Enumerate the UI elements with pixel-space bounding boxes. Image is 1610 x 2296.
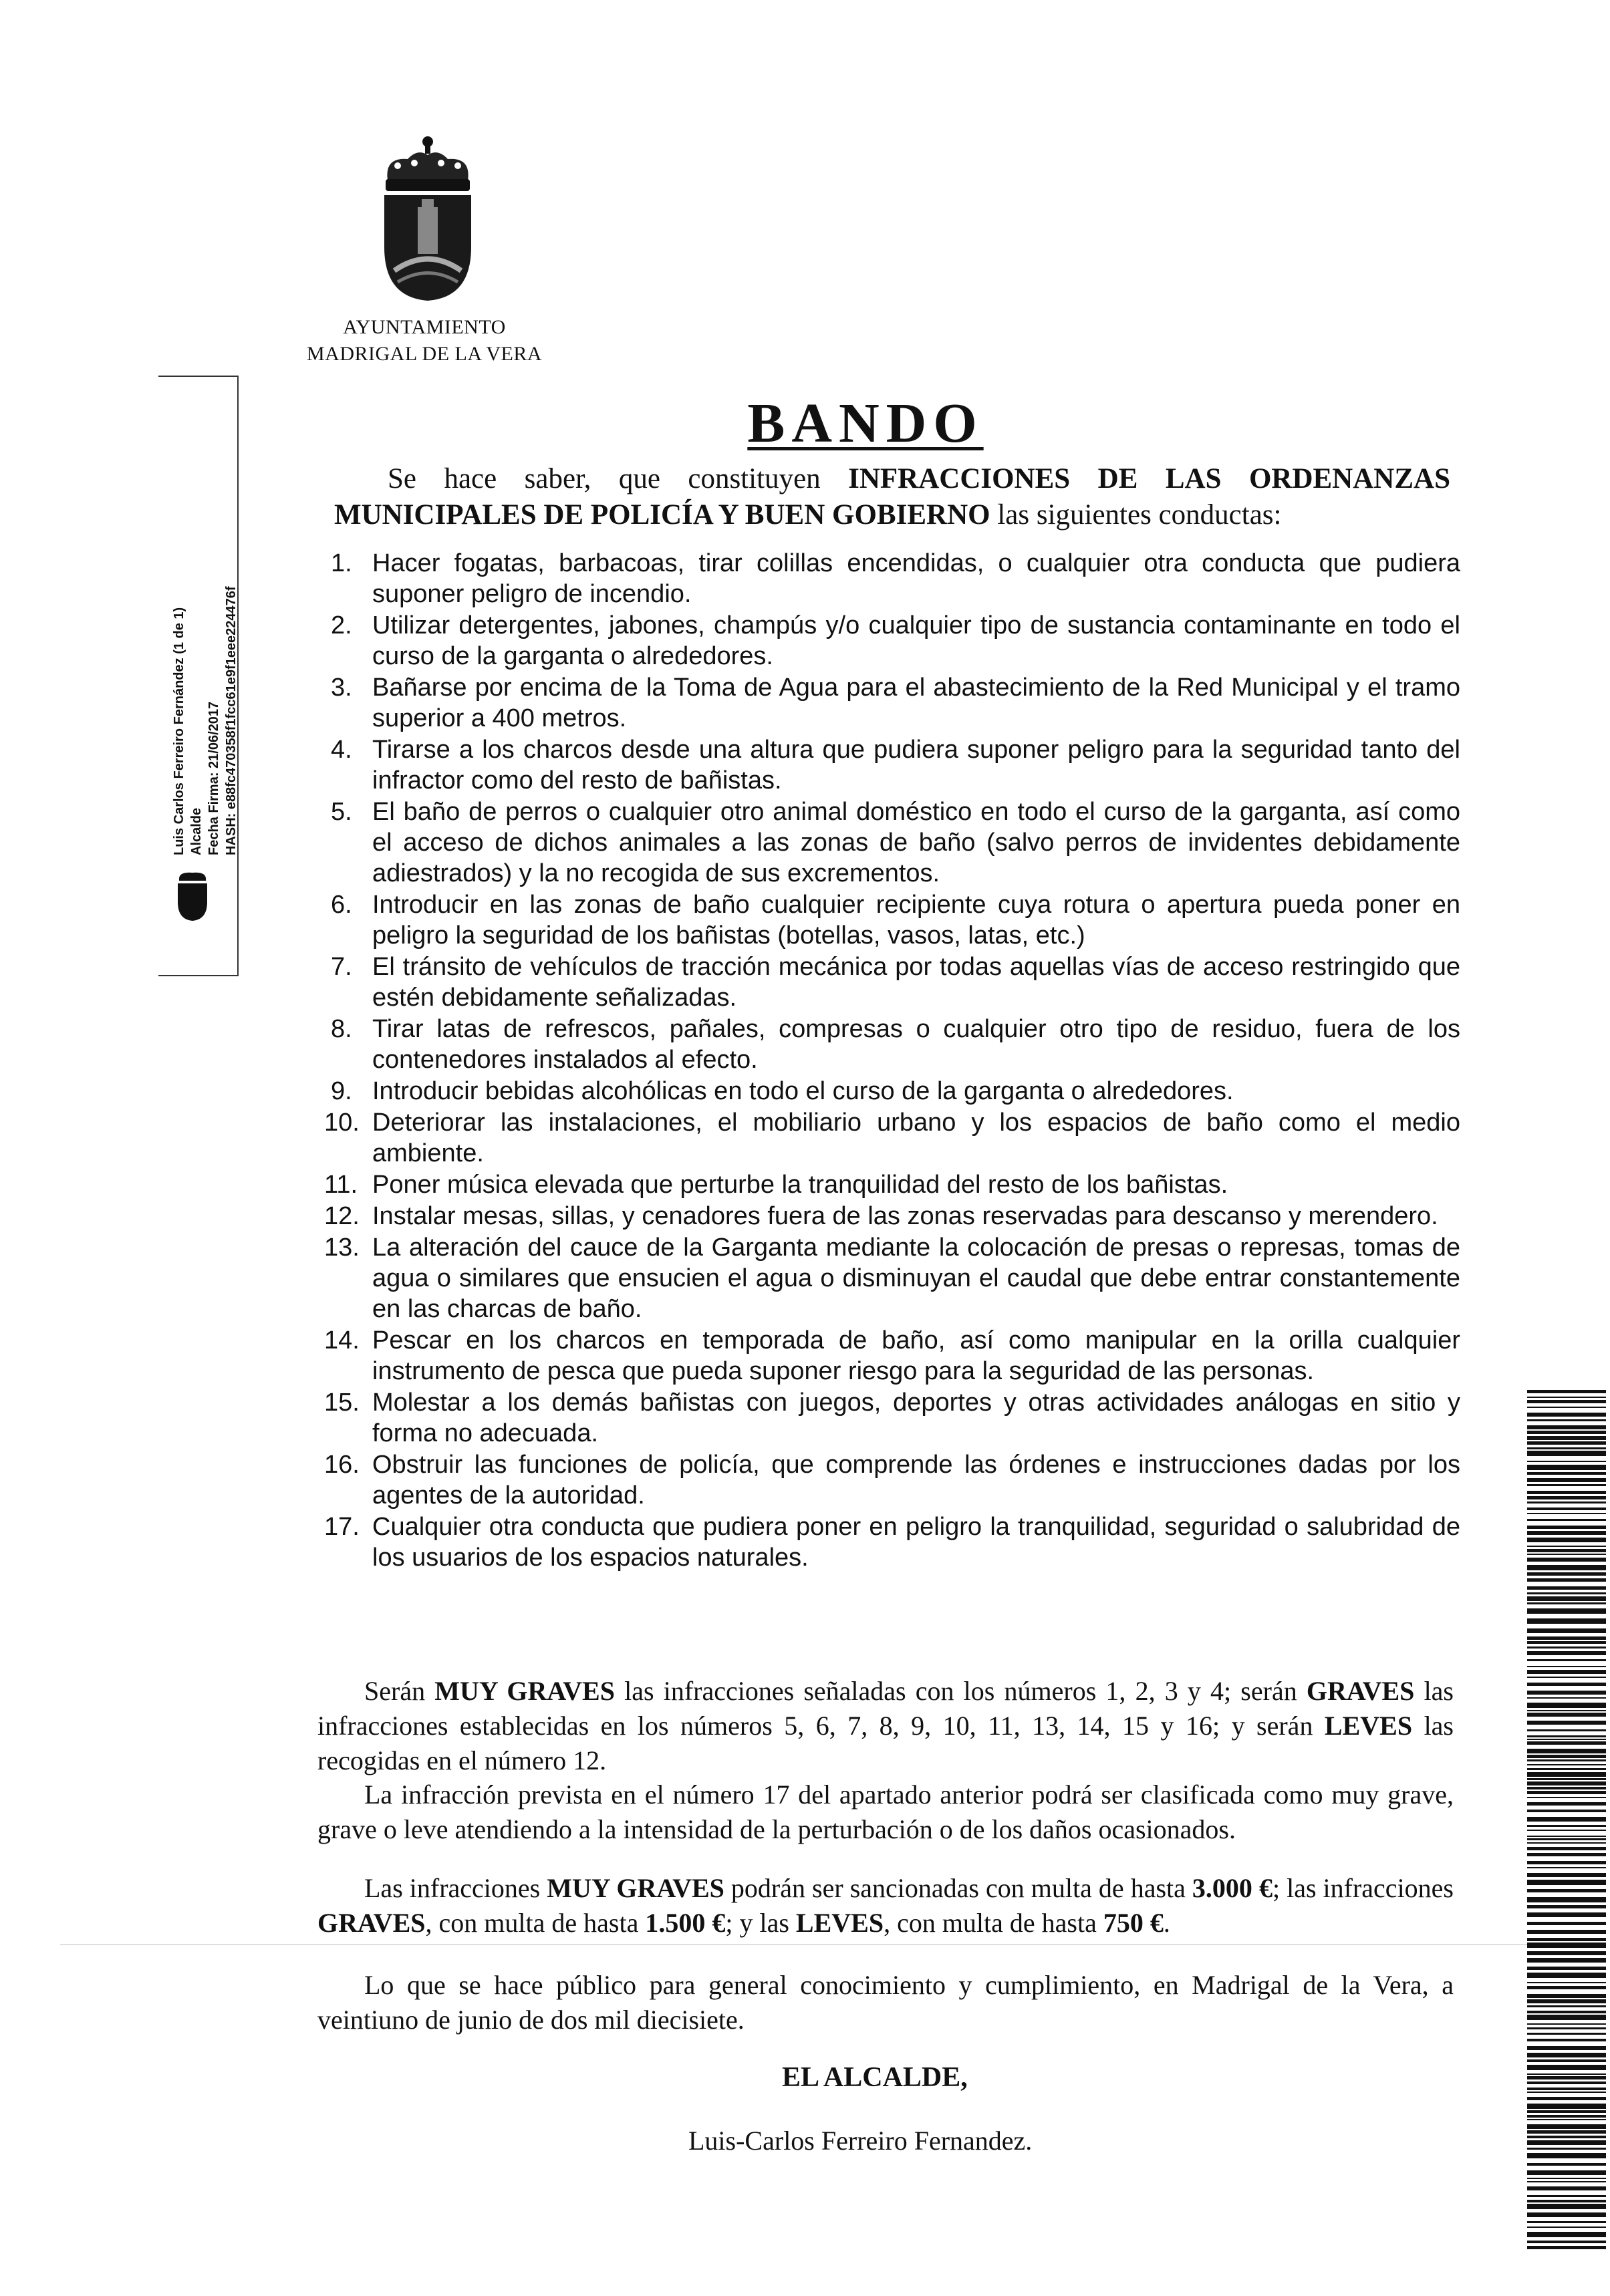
signer-title: EL ALCALDE, [782,2062,968,2093]
infractions-list [324,548,1460,1574]
classification-paragraph: Serán MUY GRAVES las infracciones señaladas con los números 1, 2, 3 y 4; serán GRAVES las infracciones establecidas en los números 5, 6, 7, 8, 9, 10, 11, 13, 14, 15 y 16; y serán LEVES las recogidas en el número 12. [317,1676,1454,1775]
infraction-text: Bañarse por encima de la Toma de Agua para el abastecimiento de la Red Municipal y el tramo superior a 400 metros. [372,674,1460,732]
infraction-text: La alteración del cauce de la Garganta mediante la colocación de presas o represas, tomas de agua o similares que ensucien el agua o disminuyan el caudal que debe entrar constantemente en las charcas de baño. [372,1234,1460,1323]
infraction-text: El baño de perros o cualquier otro animal doméstico en todo el curso de la garganta, así como el acceso de dichos animales a las zonas de baño (salvo perros de invidentes debidamente adiestrados) y la no recogida de sus excrementos. [372,798,1460,887]
document-title: BANDO [747,392,984,454]
infraction-number: 3. [331,674,352,702]
infraction-text: Tirar latas de refrescos, pañales, compresas o cualquier otro tipo de residuo, fuera de los contenedores instalados al efecto. [372,1015,1460,1074]
infraction-item [331,952,1460,1013]
infraction-number: 16. [324,1451,360,1479]
infraction-number: 9. [331,1077,352,1105]
infraction-number: 17. [324,1513,360,1541]
infraction-number: 4. [331,736,352,764]
infraction-item [324,1169,1460,1200]
infraction-item [331,1076,1460,1107]
infraction-item [331,889,1460,951]
infraction-number: 10. [324,1109,360,1137]
infraction-text: Introducir bebidas alcohólicas en todo el curso de la garganta o alrededores. [372,1077,1234,1105]
infraction-item [331,672,1460,734]
classification-17-paragraph: La infracción prevista en el número 17 del apartado anterior podrá ser clasificada como muy grave, grave o leve atendiendo a la intensidad de la perturbación o de los daños ocasionados. [317,1779,1454,1844]
infraction-number: 2. [331,611,352,639]
infraction-item [331,797,1460,889]
municipality-name: AYUNTAMIENTO MADRIGAL DE LA VERA [307,316,542,365]
infraction-number: 8. [331,1015,352,1043]
infraction-item [324,1201,1460,1232]
intro-paragraph: Se hace saber, que constituyen INFRACCIONES DE LAS ORDENANZAS MUNICIPALES DE POLICÍA Y BUEN GOBIERNO las siguientes conductas: [334,463,1450,531]
infraction-item [324,1449,1460,1511]
infraction-number: 13. [324,1234,360,1262]
infraction-item [331,548,1460,609]
digital-signature-text: Luis Carlos Ferreiro Fernández (1 de 1) Alcalde Fecha Firma: 21/06/2017 HASH: e88fc470358f1fcc61e9f1eee224476f [172,586,239,855]
barcode-icon [1527,1390,1606,2252]
infraction-text: Utilizar detergentes, jabones, champús y/o cualquier tipo de sustancia contaminante en todo el curso de la garganta o alrededores. [372,611,1460,670]
infraction-item [331,734,1460,796]
infraction-item [331,610,1460,672]
infraction-item [331,1014,1460,1075]
coat-of-arms-icon [371,134,485,304]
infraction-text: Obstruir las funciones de policía, que comprende las órdenes e instrucciones dadas por los agentes de la autoridad. [372,1451,1460,1510]
infraction-text: Poner música elevada que perturbe la tranquilidad del resto de los bañistas. [372,1171,1228,1199]
infraction-number: 7. [331,953,352,981]
infraction-number: 1. [331,549,352,577]
infraction-item [324,1387,1460,1449]
infraction-number: 6. [331,891,352,919]
infraction-text: Instalar mesas, sillas, y cenadores fuera de las zonas reservadas para descanso y merendero. [372,1202,1438,1230]
infraction-text: Cualquier otra conducta que pudiera poner en peligro la tranquilidad, seguridad o salubridad de los usuarios de los espacios naturales. [372,1513,1460,1572]
infraction-text: Molestar a los demás bañistas con juegos, deportes y otras actividades análogas en sitio y forma no adecuada. [372,1389,1460,1447]
infraction-text: El tránsito de vehículos de tracción mecánica por todas aquellas vías de acceso restringido que estén debidamente señalizadas. [372,953,1460,1012]
infraction-number: 15. [324,1389,360,1417]
infraction-item [324,1512,1460,1573]
infraction-number: 12. [324,1202,360,1230]
signer-name: Luis-Carlos Ferreiro Fernandez. [688,2126,1033,2156]
infraction-item [324,1107,1460,1169]
infraction-text: Introducir en las zonas de baño cualquier recipiente cuya rotura o apertura pueda poner en peligro la seguridad de los bañistas (botellas, vasos, latas, etc.) [372,891,1460,950]
infraction-text: Hacer fogatas, barbacoas, tirar colillas encendidas, o cualquier otra conducta que pudiera suponer peligro de incendio. [372,549,1460,608]
infraction-number: 5. [331,798,352,826]
infraction-number: 11. [324,1171,358,1199]
infraction-item [324,1325,1460,1387]
sanctions-paragraph: Las infracciones MUY GRAVES podrán ser sancionadas con multa de hasta 3.000 €; las infracciones GRAVES, con multa de hasta 1.500 €; y las LEVES, con multa de hasta 750 €. [317,1873,1454,1938]
infraction-number: 14. [324,1326,360,1354]
infraction-text: Pescar en los charcos en temporada de baño, así como manipular en la orilla cualquier instrumento de pesca que pueda suponer riesgo para la seguridad de las personas. [372,1326,1460,1385]
signature-seal-icon [172,869,213,922]
infraction-item [324,1232,1460,1324]
infraction-text: Deteriorar las instalaciones, el mobiliario urbano y los espacios de baño como el medio ambiente. [372,1109,1460,1167]
closing-paragraph: Lo que se hace público para general conocimiento y cumplimiento, en Madrigal de la Vera, a veintiuno de junio de dos mil diecisiete. [317,1970,1454,2035]
infraction-text: Tirarse a los charcos desde una altura que pudiera suponer peligro para la seguridad tanto del infractor como del resto de bañistas. [372,736,1460,795]
